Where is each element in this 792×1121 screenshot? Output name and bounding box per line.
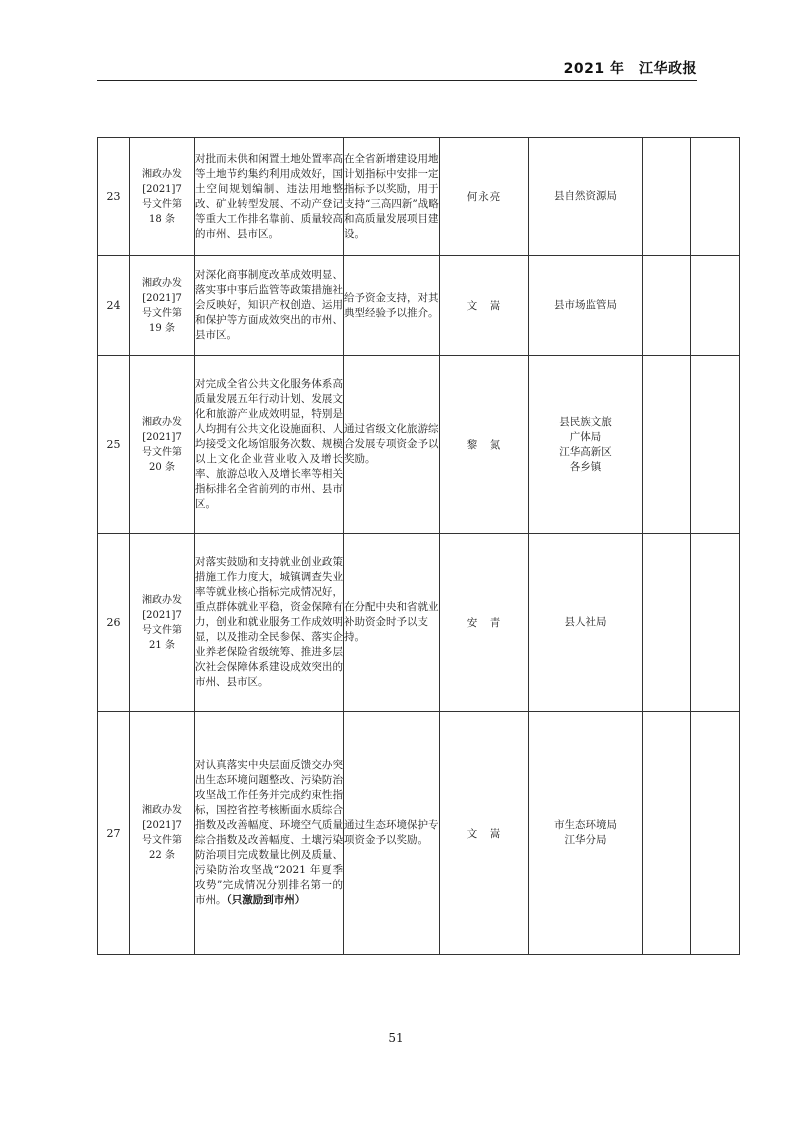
incentive-condition	[195, 256, 344, 356]
condition-text: 对批而未供和闲置土地处置率高等土地节约集约利用成效好，国土空间规划编制、违法用地整改、矿业转型发展、不动产登记等重大工作排名靠前、质量较高的市州、县市区。	[195, 152, 343, 240]
empty-cell	[643, 138, 691, 256]
row-number: 24	[98, 256, 130, 356]
document-reference: 湘政办发 [2021]7 号文件第 18 条	[130, 138, 195, 256]
empty-cell	[643, 256, 691, 356]
incentive-condition	[195, 138, 344, 256]
incentive-condition	[195, 356, 344, 534]
incentive-measure: 在全省新增建设用地计划指标中安排一定指标予以奖励，用于支持“三高四新”战略和高质量发展项目建设。	[344, 138, 440, 256]
responsible-unit: 县市场监管局	[529, 256, 643, 356]
row-number: 25	[98, 356, 130, 534]
table-row	[98, 356, 740, 534]
empty-cell	[691, 356, 740, 534]
incentive-measure: 在分配中央和省就业补助资金时予以支持。	[344, 534, 440, 712]
row-number: 27	[98, 712, 130, 955]
responsible-leader: 安 青	[440, 534, 529, 712]
condition-text: 对认真落实中央层面反馈交办突出生态环境问题整改、污染防治攻坚战工作任务并完成约束性指标，国控省控考核断面水质综合指数及改善幅度、环境空气质量综合指数及改善幅度、土壤污染防治项目完成数量比例及质量、污染防治攻坚战“2021 年夏季攻势”完成情况分别排名第一的市州。	[195, 759, 343, 906]
incentive-measure: 通过省级文化旅游综合发展专项资金予以奖励。	[344, 356, 440, 534]
empty-cell	[643, 534, 691, 712]
page-number: 51	[388, 1031, 404, 1045]
responsible-unit: 县民族文旅 广体局 江华高新区 各乡镇	[529, 356, 643, 534]
responsible-unit: 市生态环境局 江华分局	[529, 712, 643, 955]
responsible-leader: 文 嵩	[440, 712, 529, 955]
document-reference: 湘政办发 [2021]7 号文件第 20 条	[130, 356, 195, 534]
row-number: 26	[98, 534, 130, 712]
page-header	[97, 58, 697, 78]
empty-cell	[643, 356, 691, 534]
empty-cell	[643, 712, 691, 955]
responsible-leader: 文 嵩	[440, 256, 529, 356]
incentive-table	[97, 137, 740, 955]
incentive-condition	[195, 712, 344, 955]
incentive-condition	[195, 534, 344, 712]
condition-note: （只激励到市州）	[226, 894, 306, 906]
condition-text: 对深化商事制度改革成效明显、落实事中事后监管等政策措施社会反映好，知识产权创造、运用和保护等方面成效突出的市州、县市区。	[195, 269, 343, 341]
incentive-measure: 通过生态环境保护专项资金予以奖励。	[344, 712, 440, 955]
table-row	[98, 534, 740, 712]
responsible-leader: 黎 氮	[440, 356, 529, 534]
responsible-unit: 县人社局	[529, 534, 643, 712]
document-reference: 湘政办发 [2021]7 号文件第 22 条	[130, 712, 195, 955]
empty-cell	[691, 256, 740, 356]
header-title: 2021 年 江华政报	[563, 61, 697, 77]
incentive-measure: 给予资金支持，对其典型经验予以推介。	[344, 256, 440, 356]
empty-cell	[691, 138, 740, 256]
responsible-unit: 县自然资源局	[529, 138, 643, 256]
table-row	[98, 256, 740, 356]
empty-cell	[691, 712, 740, 955]
table-row	[98, 138, 740, 256]
table-row	[98, 712, 740, 955]
row-number: 23	[98, 138, 130, 256]
responsible-leader: 何永亮	[440, 138, 529, 256]
condition-text: 对落实鼓励和支持就业创业政策措施工作力度大，城镇调查失业率等就业核心指标完成情况好，重点群体就业平稳，资金保障有力，创业和就业服务工作成效明显，以及推动全民参保、落实企业养老保险省级统筹、推进多层次社会保障体系建设成效突出的市州、县市区。	[195, 556, 343, 688]
header-rule	[97, 80, 697, 81]
condition-text: 对完成全省公共文化服务体系高质量发展五年行动计划、发展文化和旅游产业成效明显，特别是人均拥有公共文化设施面积、人均接受文化场馆服务次数、规模以上文化企业营业收入及增长率、旅游总收入及增长率等相关指标排名全省前列的市州、县市区。	[195, 378, 343, 510]
document-reference: 湘政办发 [2021]7 号文件第 21 条	[130, 534, 195, 712]
empty-cell	[691, 534, 740, 712]
document-reference: 湘政办发 [2021]7 号文件第 19 条	[130, 256, 195, 356]
